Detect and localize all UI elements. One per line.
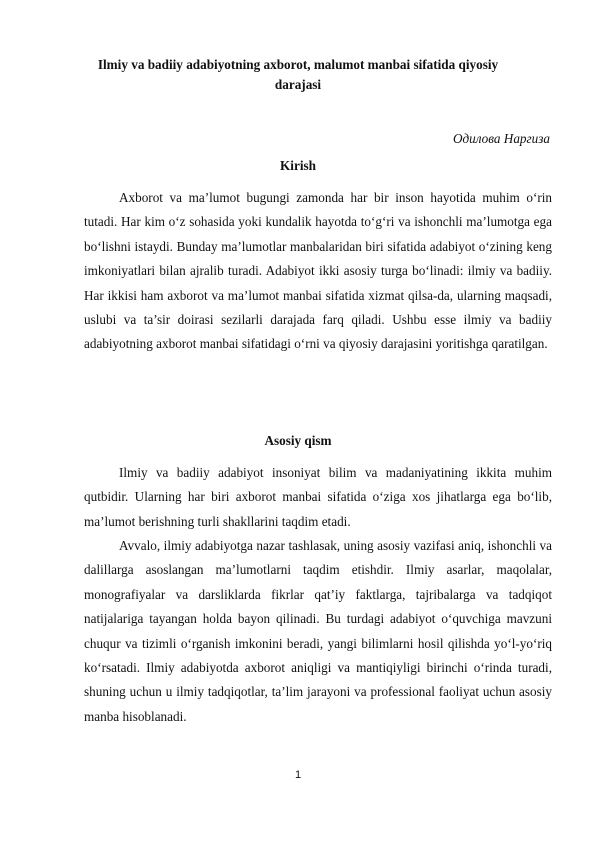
section-heading-main: Asosiy qism bbox=[264, 433, 332, 448]
page-number: 1 bbox=[294, 769, 302, 781]
document-title: Ilmiy va badiiy adabiyotning axborot, malumot manbai sifatida qiyosiy darajasi bbox=[97, 57, 499, 92]
main-paragraph-1: Ilmiy va badiiy adabiyot insoniyat bilim va madaniyatining ikkita muhim qutbidir. Ularning har biri axborot manbai sifatida o‘ziga xos jihatlarga ega bo‘lib, ma’lumot berishning turli shakllarini taqdim etadi. bbox=[84, 465, 552, 529]
section-heading-introduction: Kirish bbox=[280, 158, 316, 173]
author-name: Одилова Наргиза bbox=[452, 131, 550, 146]
main-paragraph-2: Avvalo, ilmiy adabiyotga nazar tashlasak, uning asosiy vazifasi aniq, ishonchli va dalillarga asoslangan ma’lumotlarni taqdim etishdir. Ilmiy asarlar, maqolalar, monografiyalar va darsliklarda fikrlar qat’iy faktlarga, tajribalarga va tadqiqot natijalariga tayangan holda bayon qilinadi. Bu turdagi adabiyot o‘quvchiga mavzuni chuqur va tizimli o‘rganish imkonini beradi, yangi bilimlarni hosil qilishda yo‘l-yo‘riq ko‘rsatadi. Ilmiy adabiyotda axborot aniqligi va mantiqiyligi birinchi o‘rinda turadi, shuning uchun u ilmiy tadqiqotlar, ta’lim jarayoni va professional faoliyat uchun asosiy manba hisoblanadi. bbox=[84, 538, 552, 724]
intro-paragraph: Axborot va ma’lumot bugungi zamonda har bir inson hayotida muhim o‘rin tutadi. Har kim o‘z sohasida yoki kundalik hayotda to‘g‘ri va ishonchli ma’lumotga ega bo‘lishni istaydi. Bunday ma’lumotlar manbalaridan biri sifatida adabiyot o‘zining keng imkoniyatlari bilan ajralib turadi. Adabiyot ikki asosiy turga bo‘linadi: ilmiy va badiiy. Har ikkisi ham axborot va ma’lumot manbai sifatida xizmat qilsa-da, ularning maqsadi, uslubi va ta’sir doirasi sezilarli darajada farq qiladi. Ushbu esse ilmiy va badiiy adabiyotning axborot manbai sifatidagi o‘rni va qiyosiy darajasini yoritishga qaratilgan. bbox=[84, 190, 552, 352]
